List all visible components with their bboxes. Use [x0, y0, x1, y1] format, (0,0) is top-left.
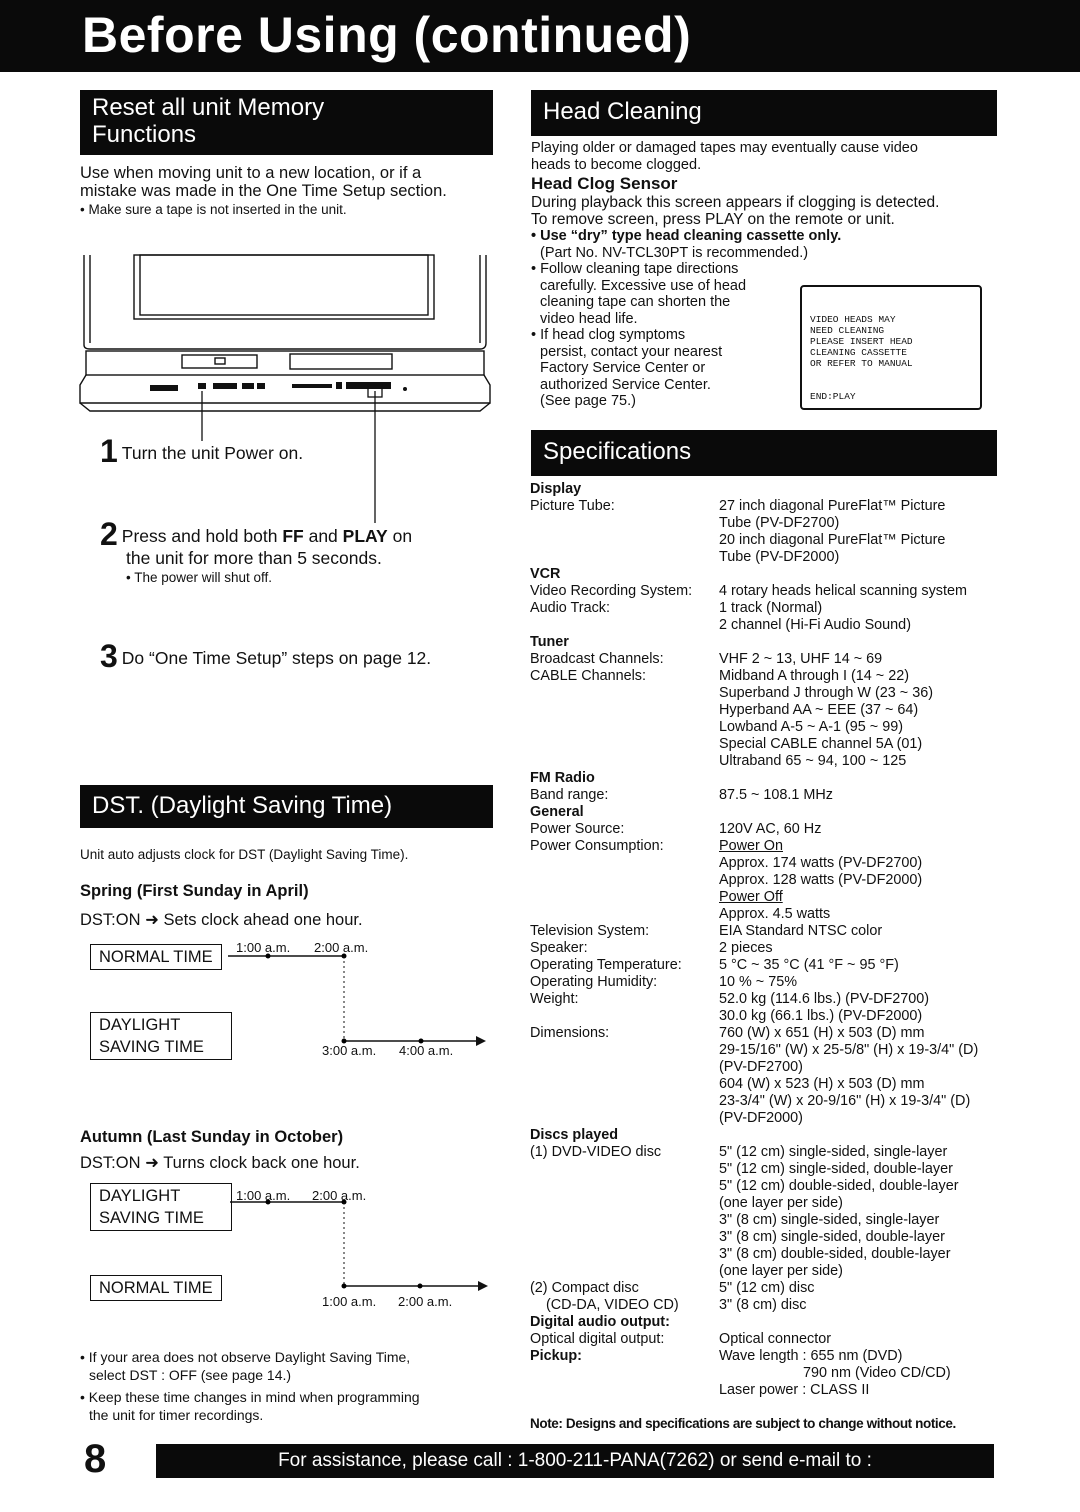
note-line: • Keep these time changes in mind when programming: [80, 1389, 420, 1405]
time-label: 2:00 a.m.: [398, 1294, 453, 1309]
screen-line: OR REFER TO MANUAL: [810, 358, 913, 369]
spec-row: [530, 1076, 1010, 1093]
assistance-bar: [156, 1444, 994, 1505]
head-cleaning-title: Head Cleaning: [543, 98, 702, 125]
time-label: 1:00 a.m.: [322, 1294, 377, 1309]
spec-group-heading: FM Radio: [530, 770, 595, 786]
text-line: To remove screen, press PLAY on the remote or unit.: [531, 211, 895, 228]
spec-value: 20 inch diagonal PureFlat™ Picture: [719, 532, 946, 548]
spec-row: [530, 736, 1010, 753]
normal-time-box: NORMAL TIME: [90, 1275, 222, 1301]
time-label: 3:00 a.m.: [322, 1043, 377, 1058]
spec-value: 604 (W) x 523 (H) x 503 (D) mm: [719, 1076, 925, 1092]
spec-row: [530, 1365, 1010, 1382]
spec-row: [530, 1008, 1010, 1025]
spec-value: 3" (8 cm) disc: [719, 1297, 807, 1313]
play-button-label: PLAY: [342, 526, 388, 546]
spec-value: Approx. 128 watts (PV-DF2000): [719, 872, 923, 888]
text-line: Playing older or damaged tapes may eventually cause video: [531, 140, 918, 156]
spec-value: 87.5 ~ 108.1 MHz: [719, 787, 833, 803]
spec-row: [530, 855, 1010, 872]
reset-step-1: [100, 433, 304, 469]
screen-line: END:PLAY: [810, 391, 856, 402]
spec-value: 5" (12 cm) single-sided, single-layer: [719, 1144, 948, 1160]
assistance-text: For assistance, please call : 1-800-211-PANA(7262) or send e-mail to : consumerproducts@panasonic.com: [278, 1450, 872, 1505]
spec-value: Hyperband AA ~ EEE (37 ~ 64): [719, 702, 919, 718]
specifications-table: [530, 481, 1010, 1399]
spec-row: [530, 481, 1010, 498]
spec-row: [530, 515, 1010, 532]
spec-value: Lowband A-5 ~ A-1 (95 ~ 99): [719, 719, 904, 735]
normal-time-box: NORMAL TIME: [90, 944, 222, 970]
spec-value: 5 °C ~ 35 °C (41 °F ~ 95 °F): [719, 957, 899, 973]
spec-value: VHF 2 ~ 13, UHF 14 ~ 69: [719, 651, 883, 667]
text-line: During playback this screen appears if clogging is detected.: [531, 194, 940, 211]
spec-value: 23-3/4" (W) x 20-9/16" (H) x 19-3/4" (D): [719, 1093, 971, 1109]
box-line: SAVING TIME: [99, 1209, 204, 1227]
spec-value: 3" (8 cm) single-sided, single-layer: [719, 1212, 940, 1228]
spec-value: Approx. 4.5 watts: [719, 906, 831, 922]
spec-row: [530, 549, 1010, 566]
spec-row: [530, 1331, 1010, 1348]
spec-value: Approx. 174 watts (PV-DF2700): [719, 855, 923, 871]
step-note: • The power will shut off.: [126, 570, 273, 585]
spec-row: [530, 1263, 1010, 1280]
spec-label: (CD-DA, VIDEO CD): [530, 1297, 679, 1313]
spec-value: 5" (12 cm) double-sided, double-layer: [719, 1178, 959, 1194]
spec-value: Tube (PV-DF2700): [719, 515, 840, 531]
spec-row: [530, 821, 1010, 838]
spec-value: 3" (8 cm) single-sided, double-layer: [719, 1229, 945, 1245]
spec-value: Special CABLE channel 5A (01): [719, 736, 923, 752]
screen-line: NEED CLEANING: [810, 325, 885, 336]
spec-value: Ultraband 65 ~ 94, 100 ~ 125: [719, 753, 907, 769]
spec-row: [530, 872, 1010, 889]
spec-value: 3" (8 cm) double-sided, double-layer: [719, 1246, 951, 1262]
spec-row: [530, 889, 1010, 906]
spec-row: [530, 1348, 1010, 1365]
step-text: on: [387, 526, 413, 546]
head-clog-sensor-heading: Head Clog Sensor: [531, 174, 678, 193]
page-header: [0, 0, 1080, 72]
spec-label: Television System:: [530, 923, 650, 939]
spec-label: Operating Temperature:: [530, 957, 682, 973]
spec-row: [530, 634, 1010, 651]
spec-row: [530, 1382, 1010, 1399]
spec-subheading: Power On: [719, 838, 783, 854]
spec-value: 27 inch diagonal PureFlat™ Picture: [719, 498, 946, 514]
spec-label: Power Source:: [530, 821, 625, 837]
spec-row: [530, 940, 1010, 957]
time-label: 1:00 a.m.: [236, 1188, 291, 1203]
time-label: 4:00 a.m.: [399, 1043, 454, 1058]
spec-value: 10 % ~ 75%: [719, 974, 798, 990]
note-line: • If your area does not observe Daylight Saving Time,: [80, 1349, 411, 1365]
spec-row: [530, 1314, 1010, 1331]
spec-label: Picture Tube:: [530, 498, 615, 514]
reset-title-line1: Reset all unit Memory: [92, 94, 325, 121]
spec-label: Video Recording System:: [530, 583, 693, 599]
spec-label: Pickup:: [530, 1348, 582, 1364]
text-line: • Use “dry” type head cleaning cassette only.: [531, 228, 842, 244]
text-line: • If head clog symptoms: [531, 327, 686, 343]
spec-row: [530, 498, 1010, 515]
spec-row: [530, 566, 1010, 583]
spec-value: 5" (12 cm) single-sided, double-layer: [719, 1161, 953, 1177]
spec-row: [530, 974, 1010, 991]
spec-label: Audio Track:: [530, 600, 610, 616]
dst-section-banner: [80, 785, 493, 828]
spec-row: [530, 1144, 1010, 1161]
spec-label: Power Consumption:: [530, 838, 664, 854]
spec-value: Wave length : 655 nm (DVD): [719, 1348, 903, 1364]
spec-row: [530, 600, 1010, 617]
spec-row: [530, 1093, 1010, 1110]
spec-value: 5" (12 cm) disc: [719, 1280, 815, 1296]
spec-value: (PV-DF2700): [719, 1059, 803, 1075]
text-line: (Part No. NV-TCL30PT is recommended.): [540, 244, 809, 261]
screen-line: CLEANING CASSETTE: [810, 347, 907, 358]
spring-timeline: [228, 940, 493, 1050]
spec-group-heading: VCR: [530, 566, 561, 582]
spec-value: 52.0 kg (114.6 lbs.) (PV-DF2700): [719, 991, 930, 1007]
spec-row: [530, 991, 1010, 1008]
spec-row: [530, 651, 1010, 668]
dst-notes: [80, 1349, 420, 1424]
spec-row: [530, 1127, 1010, 1144]
spec-row: [530, 1246, 1010, 1263]
text-line: • Follow cleaning tape directions: [531, 261, 739, 277]
dst-intro: Unit auto adjusts clock for DST (Daylight Saving Time).: [80, 847, 409, 862]
spec-row: [530, 1212, 1010, 1229]
spec-row: [530, 702, 1010, 719]
spec-value: 30.0 kg (66.1 lbs.) (PV-DF2000): [719, 1008, 923, 1024]
step-text: Turn the unit Power on.: [121, 443, 304, 463]
tv-front-illustration: [70, 245, 500, 535]
text-line: persist, contact your nearest: [540, 343, 723, 360]
text-line: (See page 75.): [540, 393, 636, 409]
spec-group-heading: Digital audio output:: [530, 1314, 670, 1330]
spec-value: EIA Standard NTSC color: [719, 923, 883, 939]
spec-row: [530, 1178, 1010, 1195]
screen-line: VIDEO HEADS MAY: [810, 314, 896, 325]
spec-row: [530, 753, 1010, 770]
step-text: Do “One Time Setup” steps on page 12.: [121, 648, 432, 668]
spring-desc: DST:ON ➜ Sets clock ahead one hour.: [80, 911, 363, 929]
spec-row: [530, 804, 1010, 821]
time-label: 2:00 a.m.: [314, 940, 369, 955]
step-text: Press and hold both: [121, 526, 283, 546]
spec-value: Tube (PV-DF2000): [719, 549, 840, 565]
text-line: Use when moving unit to a new location, or if a: [80, 164, 422, 182]
specifications-title: Specifications: [543, 438, 692, 465]
autumn-desc: DST:ON ➜ Turns clock back one hour.: [80, 1154, 360, 1172]
head-clog-screen: [800, 285, 982, 410]
spec-row: [530, 787, 1010, 804]
spec-row: [530, 1297, 1010, 1314]
spec-value: 120V AC, 60 Hz: [719, 821, 822, 837]
text-line: cleaning tape can shorten the: [540, 294, 731, 310]
spec-label: Optical digital output:: [530, 1331, 665, 1347]
spec-value: 29-15/16" (W) x 25-5/8" (H) x 19-3/4" (D): [719, 1042, 979, 1058]
spec-row: [530, 770, 1010, 787]
reset-note: • Make sure a tape is not inserted in the unit.: [80, 202, 347, 217]
spec-row: [530, 668, 1010, 685]
text-line: Factory Service Center or: [540, 360, 706, 376]
text-line: heads to become clogged.: [531, 156, 702, 173]
text-line: mistake was made in the One Time Setup section.: [80, 182, 447, 200]
spec-row: [530, 583, 1010, 600]
ff-button-label: FF: [282, 526, 304, 546]
step-text: the unit for more than 5 seconds.: [126, 548, 382, 568]
spec-label: Dimensions:: [530, 1025, 610, 1041]
spec-value: Superband J through W (23 ~ 36): [719, 685, 933, 701]
spec-row: [530, 1042, 1010, 1059]
spec-value: 1 track (Normal): [719, 600, 823, 616]
reset-intro: [80, 164, 447, 218]
spec-label: CABLE Channels:: [530, 668, 646, 684]
time-label: 2:00 a.m.: [312, 1188, 367, 1203]
spec-group-heading: Tuner: [530, 634, 569, 650]
spec-label: Broadcast Channels:: [530, 651, 664, 667]
spec-row: [530, 719, 1010, 736]
spec-value: 790 nm (Video CD/CD): [719, 1365, 951, 1381]
dst-title: DST. (Daylight Saving Time): [92, 792, 393, 819]
step-number: 2: [100, 516, 118, 552]
note-line: select DST : OFF (see page 14.): [89, 1366, 292, 1383]
specifications-banner: [531, 430, 997, 476]
spec-row: [530, 906, 1010, 923]
step-number: 3: [100, 638, 118, 674]
head-cleaning-banner: [531, 90, 997, 136]
spec-label: Band range:: [530, 787, 609, 803]
page-title: Before Using (continued): [82, 7, 692, 63]
spec-value: 760 (W) x 651 (H) x 503 (D) mm: [719, 1025, 925, 1041]
spec-group-heading: Display: [530, 481, 582, 497]
spec-group-heading: General: [530, 804, 584, 820]
reset-step-3: [100, 638, 432, 674]
spec-value: 4 rotary heads helical scanning system: [719, 583, 967, 599]
spec-value: Midband A through I (14 ~ 22): [719, 668, 910, 684]
specifications-note: Note: Designs and specifications are subject to change without notice.: [530, 1416, 956, 1431]
time-label: 1:00 a.m.: [236, 940, 291, 955]
spec-value: (one layer per side): [719, 1263, 843, 1279]
page-number: 8: [84, 1437, 107, 1481]
spec-row: [530, 1229, 1010, 1246]
spec-label: Weight:: [530, 991, 579, 1007]
autumn-heading: Autumn (Last Sunday in October): [80, 1128, 344, 1146]
note-line: the unit for timer recordings.: [89, 1406, 264, 1423]
spec-label: Speaker:: [530, 940, 588, 956]
screen-line: PLEASE INSERT HEAD: [810, 336, 913, 347]
spec-label: (2) Compact disc: [530, 1280, 639, 1296]
box-line: DAYLIGHT: [99, 1187, 181, 1205]
reset-section-banner: [80, 90, 493, 155]
spring-heading: Spring (First Sunday in April): [80, 882, 309, 900]
box-line: SAVING TIME: [99, 1038, 204, 1056]
spec-row: [530, 1280, 1010, 1297]
step-number: 1: [100, 433, 118, 469]
spec-subheading: Power Off: [719, 889, 783, 905]
text-line: carefully. Excessive use of head: [540, 277, 747, 294]
spec-label: Operating Humidity:: [530, 974, 658, 990]
reset-title-line2: Functions: [92, 121, 197, 148]
spec-row: [530, 1025, 1010, 1042]
text-line: video head life.: [540, 310, 638, 327]
spec-label: (1) DVD-VIDEO disc: [530, 1144, 662, 1160]
spec-value: Optical connector: [719, 1331, 831, 1347]
spec-row: [530, 685, 1010, 702]
daylight-saving-box: [90, 1183, 232, 1231]
text-line: authorized Service Center.: [540, 376, 711, 393]
spec-value: 2 pieces: [719, 940, 773, 956]
step-text: and: [303, 526, 343, 546]
spec-value: (one layer per side): [719, 1195, 843, 1211]
spec-row: [530, 838, 1010, 855]
box-line: DAYLIGHT: [99, 1016, 181, 1034]
spec-row: [530, 1110, 1010, 1127]
spec-row: [530, 1161, 1010, 1178]
spec-row: [530, 1195, 1010, 1212]
spec-row: [530, 1059, 1010, 1076]
spec-row: [530, 532, 1010, 549]
spec-row: [530, 957, 1010, 974]
daylight-saving-box: [90, 1012, 232, 1060]
spec-value: (PV-DF2000): [719, 1110, 803, 1126]
reset-step-2: [100, 516, 413, 586]
spec-value: 2 channel (Hi-Fi Audio Sound): [719, 617, 911, 633]
spec-value: Laser power : CLASS II: [719, 1382, 870, 1398]
spec-row: [530, 617, 1010, 634]
spec-group-heading: Discs played: [530, 1127, 618, 1143]
spec-row: [530, 923, 1010, 940]
